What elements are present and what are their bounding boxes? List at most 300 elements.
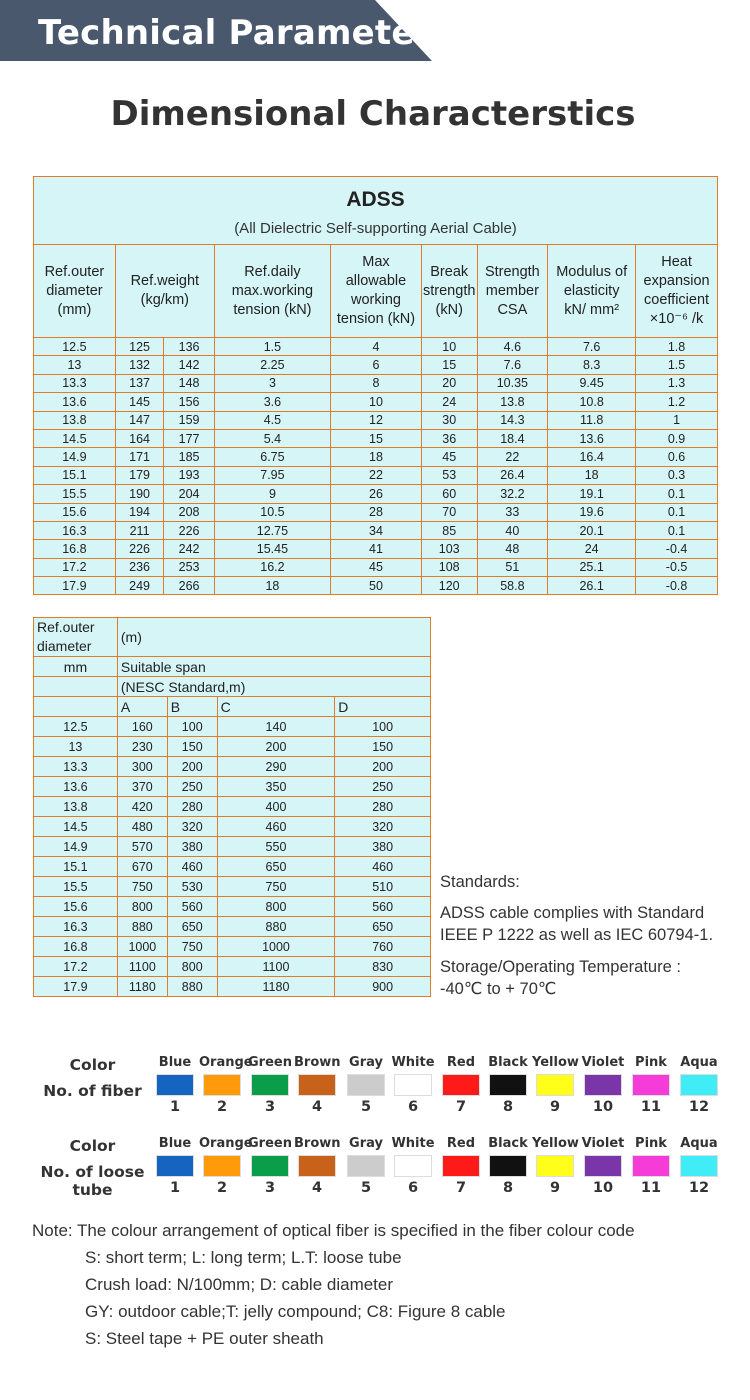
adss-header-outer-diameter <box>34 245 116 338</box>
table-cell: 13.6 <box>548 429 636 447</box>
color-swatch-item <box>152 1055 198 1115</box>
color-swatch-item <box>676 1136 722 1196</box>
color-name: Gray <box>349 1136 383 1151</box>
table-cell: 32.2 <box>477 485 548 503</box>
table-cell: 9.45 <box>548 374 636 392</box>
table-row <box>34 777 431 797</box>
table-cell: 1 <box>636 411 718 429</box>
table-cell: 30 <box>421 411 477 429</box>
table-cell: 1.3 <box>636 374 718 392</box>
color-swatch <box>347 1155 385 1177</box>
note-line: S: Steel tape + PE outer sheath <box>85 1329 324 1348</box>
table-cell: 120 <box>421 577 477 595</box>
table-cell: 230 <box>117 737 167 757</box>
table-cell: 58.8 <box>477 577 548 595</box>
table-cell: 14.3 <box>477 411 548 429</box>
color-number: 4 <box>311 1180 323 1196</box>
table-cell: 204 <box>164 485 215 503</box>
standards-heading: Standards: <box>440 873 520 891</box>
adss-header-line: Ref.outer <box>44 263 105 280</box>
adss-table-title-cell <box>34 177 718 245</box>
notes-block <box>32 1217 635 1352</box>
table-cell: 100 <box>167 717 217 737</box>
table-cell: 1100 <box>117 957 167 977</box>
table-cell: 1.5 <box>214 338 330 356</box>
table-cell: 570 <box>117 837 167 857</box>
table-cell: 25.1 <box>548 558 636 576</box>
adss-header-line: elasticity <box>563 282 620 299</box>
adss-header-line: allowable <box>345 273 407 289</box>
color-swatch-item <box>676 1055 722 1115</box>
color-swatch <box>442 1155 480 1177</box>
table-cell: 159 <box>164 411 215 429</box>
table-cell: 15.6 <box>34 897 118 917</box>
table-cell: 320 <box>335 817 431 837</box>
adss-header-break-strength <box>421 245 477 338</box>
banner-title: Technical Parameter <box>38 13 432 53</box>
table-cell: 15.6 <box>34 503 116 521</box>
color-swatch-item <box>438 1055 484 1115</box>
color-name: White <box>391 1136 435 1151</box>
color-name: Green <box>248 1055 292 1070</box>
color-name: Red <box>446 1055 476 1070</box>
table-cell: 750 <box>117 877 167 897</box>
table-cell: 236 <box>115 558 163 576</box>
table-cell: 0.3 <box>636 466 718 484</box>
table-cell: 36 <box>421 429 477 447</box>
table-cell: 2.25 <box>214 356 330 374</box>
table-cell: -0.8 <box>636 577 718 595</box>
table-row <box>34 521 718 539</box>
table-cell: 750 <box>167 937 217 957</box>
color-number: 2 <box>216 1180 228 1196</box>
table-cell: 1000 <box>217 937 335 957</box>
table-cell: 4.6 <box>477 338 548 356</box>
color-number: 4 <box>311 1099 323 1115</box>
table-row <box>34 485 718 503</box>
table-cell: 70 <box>421 503 477 521</box>
table-cell: 550 <box>217 837 335 857</box>
color-name: Orange <box>199 1136 253 1151</box>
table-cell: 13.8 <box>34 797 118 817</box>
note-line: Crush load: N/100mm; D: cable diameter <box>85 1275 394 1294</box>
color-name: Violet <box>581 1055 625 1070</box>
table-row <box>34 857 431 877</box>
adss-header-line: expansion <box>643 273 710 289</box>
color-number: 8 <box>502 1099 514 1115</box>
table-cell: 156 <box>164 393 215 411</box>
table-cell: 15.5 <box>34 485 116 503</box>
color-swatch-item <box>628 1055 674 1115</box>
table-cell: 1180 <box>217 977 335 997</box>
table-cell: 24 <box>421 393 477 411</box>
table-cell: 15.1 <box>34 857 118 877</box>
table-cell: 28 <box>331 503 422 521</box>
color-number: 5 <box>360 1180 372 1196</box>
color-swatch <box>632 1155 670 1177</box>
color-number: 8 <box>502 1180 514 1196</box>
table-cell: 171 <box>115 448 163 466</box>
table-cell: 22 <box>331 466 422 484</box>
table-cell: 1.2 <box>636 393 718 411</box>
color-swatch-item <box>390 1055 436 1115</box>
color-swatch-item <box>485 1136 531 1196</box>
color-swatch <box>203 1074 241 1096</box>
table-cell: 14.5 <box>34 817 118 837</box>
note-line: S: short term; L: long term; L.T: loose tube <box>85 1248 402 1267</box>
table-cell: 226 <box>115 540 163 558</box>
table-cell: 249 <box>115 577 163 595</box>
table-cell: 16.3 <box>34 521 116 539</box>
table-cell: 280 <box>167 797 217 817</box>
color-swatch-item <box>485 1055 531 1115</box>
adss-header-line: Max <box>362 254 390 270</box>
adss-header-line: working <box>350 292 401 308</box>
table-cell: 125 <box>115 338 163 356</box>
color-swatch <box>536 1074 574 1096</box>
color-name: Aqua <box>680 1136 718 1151</box>
color-number: 9 <box>549 1180 561 1196</box>
table-cell: 480 <box>117 817 167 837</box>
table-row <box>34 797 431 817</box>
table-cell: 26.1 <box>548 577 636 595</box>
table-cell: 880 <box>217 917 335 937</box>
table-cell: 40 <box>477 521 548 539</box>
color-swatch-item <box>580 1136 626 1196</box>
table-cell: 16.2 <box>214 558 330 576</box>
table-row <box>34 429 718 447</box>
table-row <box>34 937 431 957</box>
table-cell: 148 <box>164 374 215 392</box>
color-name: Blue <box>158 1136 192 1151</box>
table-row <box>34 411 718 429</box>
table-cell: 211 <box>115 521 163 539</box>
color-number: 9 <box>549 1099 561 1115</box>
table-cell: 190 <box>115 485 163 503</box>
adss-header-line: tension (kN) <box>233 301 312 318</box>
table-cell: 880 <box>167 977 217 997</box>
table-cell: 145 <box>115 393 163 411</box>
table-cell: 41 <box>331 540 422 558</box>
table-cell: 0.9 <box>636 429 718 447</box>
adss-header-line: ×10⁻⁶ /k <box>649 311 704 327</box>
table-cell: 140 <box>217 717 335 737</box>
adss-header-line: member <box>485 282 539 299</box>
table-cell: 4.5 <box>214 411 330 429</box>
adss-spec-table <box>33 176 718 595</box>
table-cell: 800 <box>117 897 167 917</box>
adss-subtitle: (All Dielectric Self-supporting Aerial Cable) <box>234 220 517 237</box>
table-row <box>34 558 718 576</box>
table-cell: 200 <box>167 757 217 777</box>
table-cell: 14.5 <box>34 429 116 447</box>
table-cell: 266 <box>164 577 215 595</box>
table-cell: 19.1 <box>548 485 636 503</box>
span-nesc-label: (NESC Standard,m) <box>117 677 430 697</box>
adss-header-modulus <box>548 245 636 338</box>
table-cell: 13.6 <box>34 393 116 411</box>
table-cell: 13.3 <box>34 374 116 392</box>
table-cell: 15 <box>421 356 477 374</box>
color-number: 3 <box>264 1099 276 1115</box>
fiber-color-label: Color <box>69 1056 116 1074</box>
table-row <box>34 466 718 484</box>
table-cell: 10.8 <box>548 393 636 411</box>
table-cell: 7.95 <box>214 466 330 484</box>
table-cell: 510 <box>335 877 431 897</box>
color-swatch <box>489 1074 527 1096</box>
adss-header-weight <box>115 245 214 338</box>
page-title: Dimensional Characterstics <box>110 94 636 134</box>
table-cell: 226 <box>164 521 215 539</box>
table-row <box>34 737 431 757</box>
table-cell: 280 <box>335 797 431 817</box>
adss-header-line: max.working <box>231 282 314 299</box>
table-cell: 13.3 <box>34 757 118 777</box>
color-swatch-item <box>294 1055 340 1115</box>
span-col-d: D <box>335 697 431 717</box>
table-cell: 16.8 <box>34 937 118 957</box>
adss-header-line: Heat <box>661 254 692 270</box>
table-cell: 15.45 <box>214 540 330 558</box>
table-cell: 13 <box>34 737 118 757</box>
table-cell: 250 <box>167 777 217 797</box>
span-mm-label: mm <box>34 657 118 677</box>
adss-header-line: (kg/km) <box>140 292 189 308</box>
table-cell: 18 <box>548 466 636 484</box>
table-cell: 20.1 <box>548 521 636 539</box>
adss-header-heat-expansion <box>636 245 718 338</box>
tube-number-label: No. of loose tube <box>40 1163 145 1199</box>
color-swatch-item <box>247 1055 293 1115</box>
table-cell: 650 <box>217 857 335 877</box>
table-cell: 18 <box>214 577 330 595</box>
color-swatch <box>347 1074 385 1096</box>
adss-header-line: strength <box>423 282 476 299</box>
table-cell: 16.8 <box>34 540 116 558</box>
color-name: White <box>391 1055 435 1070</box>
table-cell: 0.1 <box>636 521 718 539</box>
adss-header-line: Break <box>430 263 469 280</box>
table-cell: 900 <box>335 977 431 997</box>
color-swatch <box>394 1074 432 1096</box>
color-name: Pink <box>635 1136 667 1151</box>
table-cell: 18 <box>331 448 422 466</box>
table-cell: 830 <box>335 957 431 977</box>
table-cell: 12 <box>331 411 422 429</box>
table-cell: 4 <box>331 338 422 356</box>
color-number: 6 <box>407 1099 419 1115</box>
adss-header-line: tension (kN) <box>336 311 416 327</box>
table-cell: 177 <box>164 429 215 447</box>
color-swatch-item <box>199 1055 253 1115</box>
adss-header-line: kN/ mm² <box>564 301 620 318</box>
table-cell: 380 <box>167 837 217 857</box>
table-cell: 45 <box>421 448 477 466</box>
color-swatch <box>584 1074 622 1096</box>
table-cell: 670 <box>117 857 167 877</box>
table-cell: 200 <box>335 757 431 777</box>
color-number: 3 <box>264 1180 276 1196</box>
table-cell: 8 <box>331 374 422 392</box>
color-swatch <box>298 1155 336 1177</box>
table-cell: 6.75 <box>214 448 330 466</box>
table-cell: 460 <box>335 857 431 877</box>
color-name: Yellow <box>532 1136 579 1151</box>
table-cell: 14.9 <box>34 448 116 466</box>
table-cell: 22 <box>477 448 548 466</box>
span-empty-cell <box>34 677 118 697</box>
standards-line-3: Storage/Operating Temperature : <box>440 958 681 976</box>
tube-color-row <box>0 1136 750 1206</box>
color-swatch <box>251 1074 289 1096</box>
table-cell: 250 <box>335 777 431 797</box>
adss-header-daily-tension <box>214 245 330 338</box>
table-cell: 7.6 <box>548 338 636 356</box>
table-cell: 26.4 <box>477 466 548 484</box>
table-cell: 750 <box>217 877 335 897</box>
table-cell: 19.6 <box>548 503 636 521</box>
color-swatch-item <box>438 1136 484 1196</box>
color-swatch <box>442 1074 480 1096</box>
table-cell: 380 <box>335 837 431 857</box>
color-swatch <box>680 1155 718 1177</box>
table-cell: 17.9 <box>34 977 118 997</box>
color-number: 7 <box>455 1099 467 1115</box>
color-number: 10 <box>592 1180 614 1196</box>
table-cell: 760 <box>335 937 431 957</box>
note-line: Note: The colour arrangement of optical fiber is specified in the fiber colour code <box>32 1221 635 1240</box>
span-col-c: C <box>217 697 335 717</box>
color-name: Red <box>446 1136 476 1151</box>
color-swatch <box>394 1155 432 1177</box>
table-cell: 185 <box>164 448 215 466</box>
color-number: 11 <box>640 1180 662 1196</box>
table-cell: 142 <box>164 356 215 374</box>
color-swatch <box>536 1155 574 1177</box>
tube-color-label: Color <box>69 1137 116 1155</box>
standards-line-4: -40℃ to + 70℃ <box>440 980 557 998</box>
color-swatch <box>298 1074 336 1096</box>
color-name: Black <box>488 1055 528 1070</box>
table-cell: 350 <box>217 777 335 797</box>
section-banner <box>0 0 432 61</box>
standards-line-1: ADSS cable complies with Standard <box>440 904 705 922</box>
color-number: 12 <box>688 1099 710 1115</box>
table-cell: 5.4 <box>214 429 330 447</box>
color-number: 1 <box>169 1180 181 1196</box>
color-swatch-item <box>580 1055 626 1115</box>
color-name: Black <box>488 1136 528 1151</box>
table-row <box>34 837 431 857</box>
table-cell: -0.4 <box>636 540 718 558</box>
table-cell: 9 <box>214 485 330 503</box>
table-cell: 17.9 <box>34 577 116 595</box>
note-line: GY: outdoor cable;T: jelly compound; C8: Figure 8 cable <box>85 1302 506 1321</box>
adss-header-line: (kN) <box>435 301 463 318</box>
table-cell: 460 <box>217 817 335 837</box>
adss-header-row <box>34 245 718 338</box>
table-cell: 18.4 <box>477 429 548 447</box>
color-swatch <box>584 1155 622 1177</box>
table-cell: 51 <box>477 558 548 576</box>
table-cell: 0.1 <box>636 485 718 503</box>
table-cell: 53 <box>421 466 477 484</box>
span-col-a: A <box>117 697 167 717</box>
color-name: Blue <box>158 1055 192 1070</box>
table-cell: 3 <box>214 374 330 392</box>
standards-line-2: IEEE P 1222 as well as IEC 60794-1. <box>440 926 714 944</box>
table-cell: 50 <box>331 577 422 595</box>
table-cell: 800 <box>217 897 335 917</box>
adss-header-max-tension <box>331 245 422 338</box>
table-cell: 48 <box>477 540 548 558</box>
color-number: 6 <box>407 1180 419 1196</box>
span-col-b: B <box>167 697 217 717</box>
color-swatch-item <box>628 1136 674 1196</box>
table-cell: 14.9 <box>34 837 118 857</box>
span-empty-cell <box>34 697 118 717</box>
table-cell: 150 <box>167 737 217 757</box>
table-cell: 132 <box>115 356 163 374</box>
color-number: 12 <box>688 1180 710 1196</box>
table-row <box>34 393 718 411</box>
table-cell: 420 <box>117 797 167 817</box>
table-cell: 15 <box>331 429 422 447</box>
table-cell: 179 <box>115 466 163 484</box>
table-row <box>34 817 431 837</box>
table-cell: 560 <box>167 897 217 917</box>
table-cell: 880 <box>117 917 167 937</box>
table-cell: 290 <box>217 757 335 777</box>
table-cell: 103 <box>421 540 477 558</box>
table-cell: 1.5 <box>636 356 718 374</box>
table-cell: 12.5 <box>34 717 118 737</box>
color-name: Gray <box>349 1055 383 1070</box>
table-cell: 13.8 <box>477 393 548 411</box>
color-swatch <box>156 1155 194 1177</box>
table-cell: 10.5 <box>214 503 330 521</box>
table-row <box>34 338 718 356</box>
table-cell: 12.75 <box>214 521 330 539</box>
color-name: Aqua <box>680 1055 718 1070</box>
table-cell: 193 <box>164 466 215 484</box>
table-row <box>34 757 431 777</box>
table-row <box>34 957 431 977</box>
table-cell: 1100 <box>217 957 335 977</box>
table-cell: 33 <box>477 503 548 521</box>
color-swatch <box>156 1074 194 1096</box>
table-cell: 34 <box>331 521 422 539</box>
table-cell: 1180 <box>117 977 167 997</box>
table-cell: 26 <box>331 485 422 503</box>
table-cell: 320 <box>167 817 217 837</box>
table-cell: 17.2 <box>34 558 116 576</box>
color-number: 5 <box>360 1099 372 1115</box>
table-row <box>34 374 718 392</box>
span-ref-label-2: diameter <box>37 638 92 654</box>
table-row <box>34 503 718 521</box>
color-name: Brown <box>294 1055 341 1070</box>
table-row <box>34 897 431 917</box>
color-number: 7 <box>455 1180 467 1196</box>
color-swatch <box>251 1155 289 1177</box>
table-cell: 24 <box>548 540 636 558</box>
color-name: Orange <box>199 1055 253 1070</box>
span-ref-label-1: Ref.outer <box>37 619 95 635</box>
table-cell: 400 <box>217 797 335 817</box>
table-row <box>34 540 718 558</box>
